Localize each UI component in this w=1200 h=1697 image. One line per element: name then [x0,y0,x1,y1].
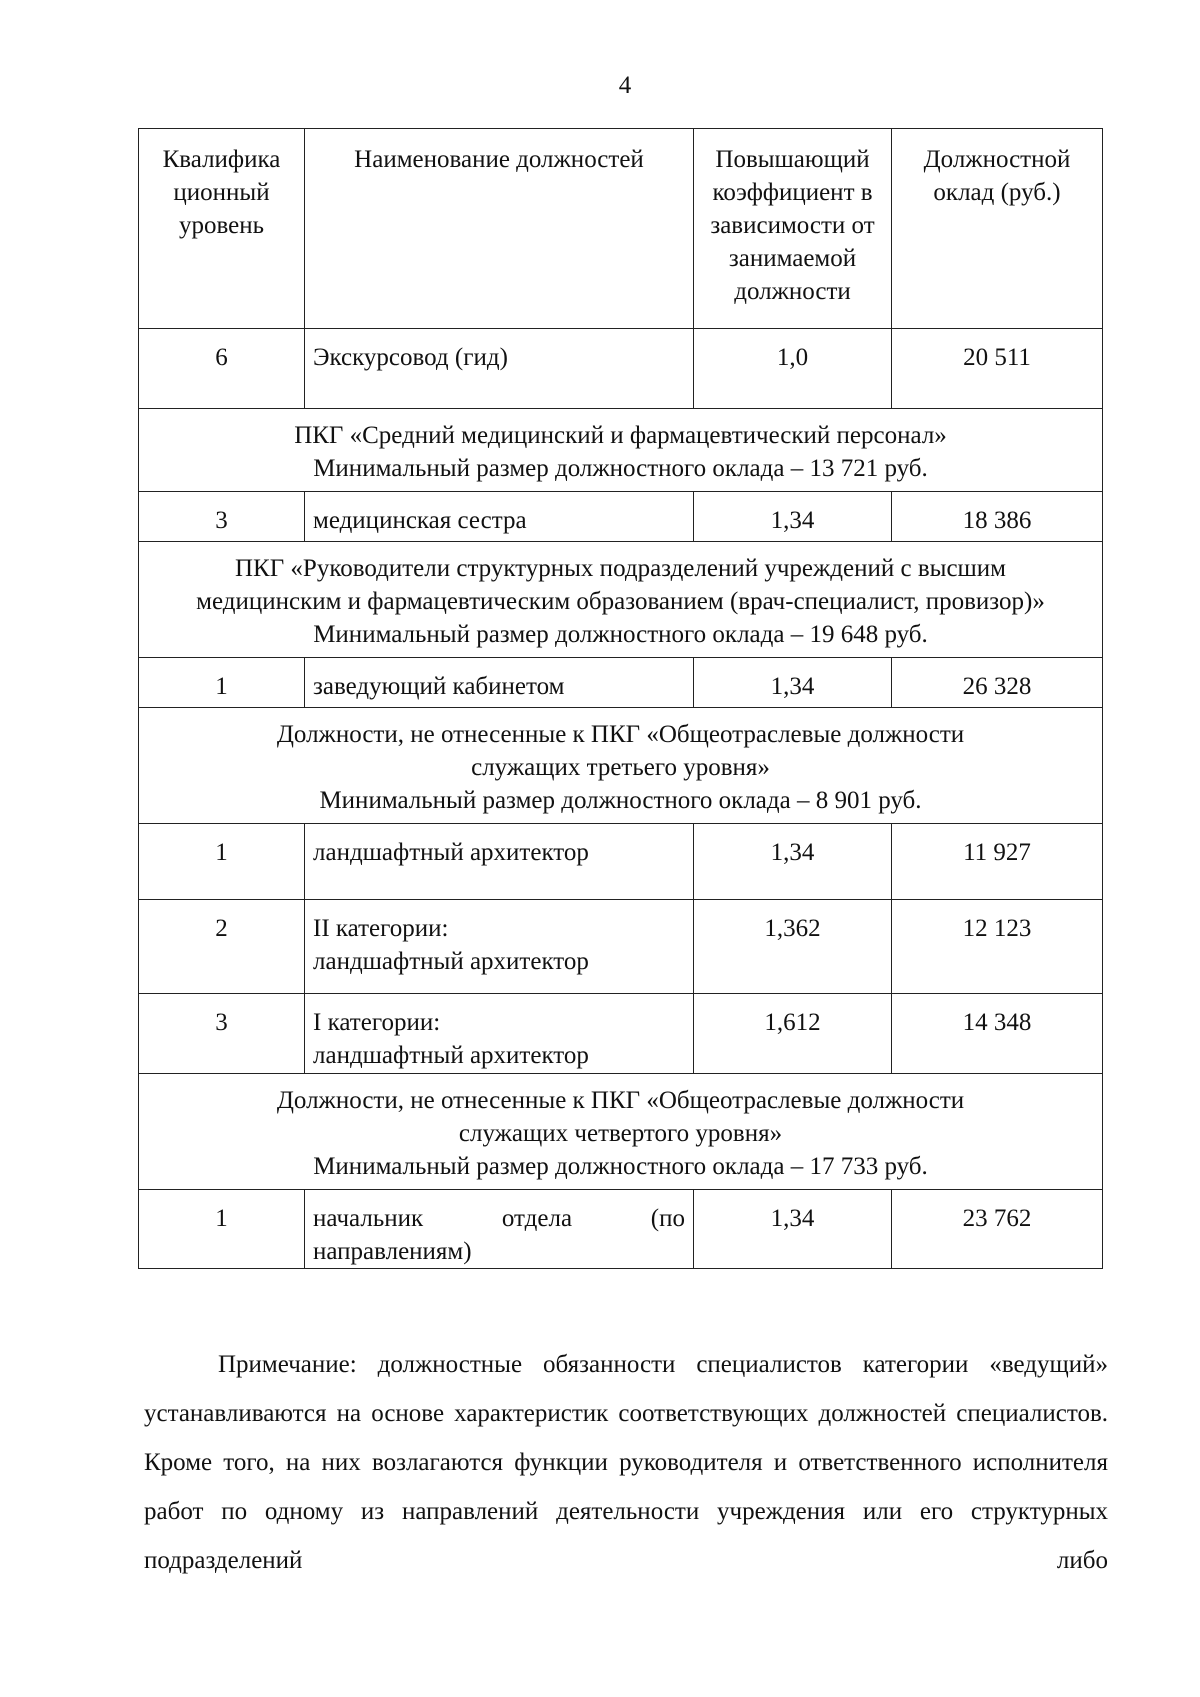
table-row [139,329,1103,409]
table-row [139,900,1103,994]
group-row [139,409,1103,492]
coefficient-cell: 1,612 [694,994,892,1074]
level-cell: 3 [139,492,305,542]
coefficient-cell: 1,34 [694,824,892,900]
coefficient-cell: 1,34 [694,658,892,708]
table-row [139,492,1103,542]
coefficient-cell: 1,0 [694,329,892,409]
salary-table [138,128,1103,1269]
salary-cell: 12 123 [892,900,1103,994]
level-cell: 1 [139,1190,305,1269]
position-cell: Экскурсовод (гид) [305,329,694,409]
level-cell: 1 [139,824,305,900]
level-cell: 6 [139,329,305,409]
group-title: ПКГ «Руководители структурных подразделений учреждений с высшим медицинским и фармацевтическим образованием (врач-специалист, провизор)» [196,555,1045,615]
position-category: I категории: [313,1009,441,1036]
level-cell: 1 [139,658,305,708]
group-cell [139,708,1103,824]
coefficient-cell: 1,362 [694,900,892,994]
table-row [139,994,1103,1074]
header-level: Квалифика ционный уровень [139,129,305,329]
group-min-salary: Минимальный размер должностного оклада – 13 721 руб. [313,455,928,482]
position-cell: заведующий кабинетом [305,658,694,708]
group-min-salary: Минимальный размер должностного оклада – 19 648 руб. [313,621,928,648]
position-word: (по [650,1205,685,1232]
group-title: ПКГ «Средний медицинский и фармацевтический персонал» [294,422,947,449]
coefficient-cell: 1,34 [694,1190,892,1269]
position-word: отдела [501,1205,573,1232]
position-cell [305,900,694,994]
table-row [139,824,1103,900]
group-title: Должности, не отнесенные к ПКГ «Общеотраслевые должности служащих третьего уровня» [276,721,965,781]
group-cell [139,1074,1103,1190]
group-title: Должности, не отнесенные к ПКГ «Общеотраслевые должности служащих четвертого уровня» [276,1087,965,1147]
group-cell [139,409,1103,492]
note-paragraph: Примечание: должностные обязанности специалистов категории «ведущий» устанавливаются на основе характеристик соответствующих должностей специалистов. Кроме того, на них возлагаются функции руководителя и ответственного исполнителя работ по одному из направлений деятельности учреждения или его структурных подразделений либо [144,1351,1108,1574]
header-coefficient: Повышающий коэффициент в зависимости от занимаемой должности [694,129,892,329]
group-row [139,708,1103,824]
table-row [139,1190,1103,1269]
salary-cell: 23 762 [892,1190,1103,1269]
position-line [313,1202,685,1235]
position-word: начальник [313,1205,424,1232]
position-cell [305,994,694,1074]
level-cell: 2 [139,900,305,994]
level-cell: 3 [139,994,305,1074]
page-number: 4 [618,72,632,99]
position-title: ландшафтный архитектор [313,948,589,975]
position-title: ландшафтный архитектор [313,1042,589,1069]
group-min-salary: Минимальный размер должностного оклада – 17 733 руб. [313,1153,928,1180]
salary-cell: 20 511 [892,329,1103,409]
salary-cell: 18 386 [892,492,1103,542]
position-cell: медицинская сестра [305,492,694,542]
header-salary: Должностной оклад (руб.) [892,129,1103,329]
table-header-row [139,129,1103,329]
position-cell: ландшафтный архитектор [305,824,694,900]
table-row [139,658,1103,708]
group-row [139,1074,1103,1190]
header-position: Наименование должностей [305,129,694,329]
position-cell [305,1190,694,1269]
position-line: направлениям) [313,1238,472,1265]
group-cell [139,542,1103,658]
coefficient-cell: 1,34 [694,492,892,542]
group-row [139,542,1103,658]
salary-cell: 11 927 [892,824,1103,900]
position-category: II категории: [313,915,449,942]
salary-cell: 26 328 [892,658,1103,708]
salary-cell: 14 348 [892,994,1103,1074]
group-min-salary: Минимальный размер должностного оклада – 8 901 руб. [319,787,922,814]
